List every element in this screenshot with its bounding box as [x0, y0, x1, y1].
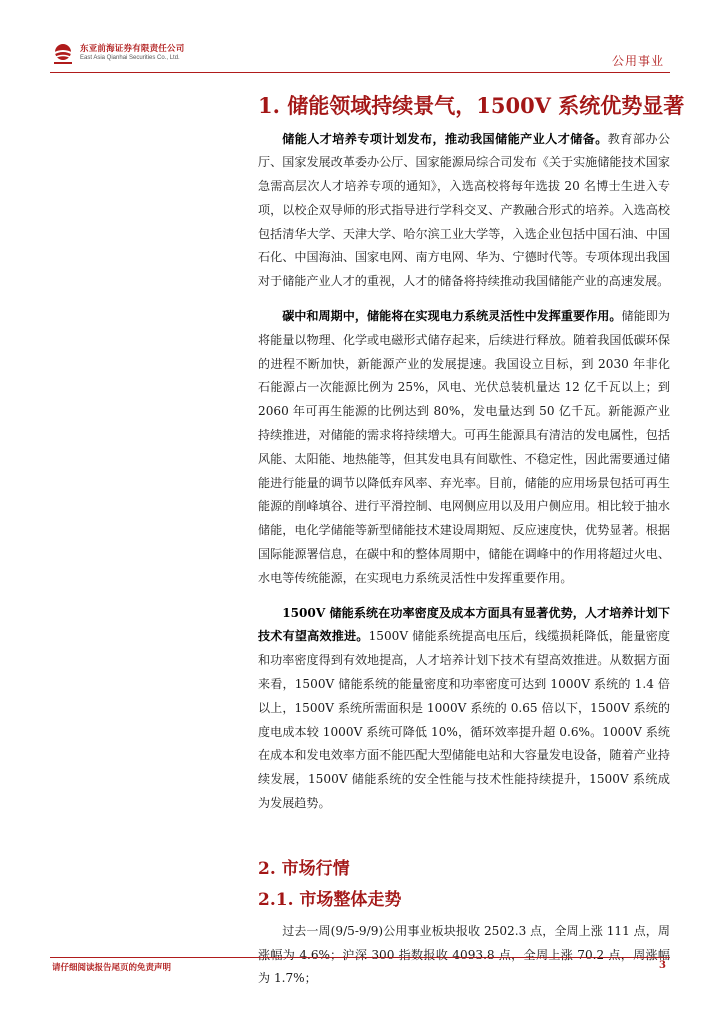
paragraph-1500v-system	[258, 602, 670, 816]
paragraph-text: 过去一周(9/5-9/9)公用事业板块报收 2502.3 点，全周上涨 111 点，周涨幅为 4.6%；沪深 300 指数报收 4093.8 点，全周上涨 70.2 点，周涨幅为 1.7%；	[258, 923, 670, 986]
footer-divider	[50, 957, 670, 958]
company-name-cn: 东亚前海证券有限责任公司	[80, 44, 185, 54]
company-name-block	[80, 45, 184, 62]
report-body	[258, 90, 685, 1002]
east-asia-qianhai-logo-icon	[50, 40, 76, 66]
page-number: 3	[659, 960, 666, 971]
company-name-en: East Asia Qianhai Securities Co., Ltd.	[80, 55, 180, 62]
report-section-label: 公用事业	[611, 54, 664, 68]
paragraph-lead: 储能人才培养专项计划发布，推动我国储能产业人才储备。	[282, 131, 608, 146]
paragraph-text: 教育部办公厅、国家发展改革委办公厅、国家能源局综合司发布《关于实施储能技术国家急需高层次人才培养专项的通知》，入选高校将每年选拔 20 名博士生进入专项，以校企双导师的形式指导进行学科交叉、产教融合形式的培养。入选高校包括清华大学、天津大学、哈尔滨工业大学等，入选企业包括中国石油、中国石化、中国海油、国家电网、南方电网、华为、宁德时代等。专项体现出我国对于储能产业人才的重视，人才的储备将持续推动我国储能产业的高速发展。	[258, 131, 670, 289]
section-spacer	[258, 827, 670, 853]
page-header	[50, 40, 670, 72]
paragraph-talent-program	[258, 128, 670, 295]
header-divider	[50, 72, 670, 73]
paragraph-lead: 碳中和周期中，储能将在实现电力系统灵活性中发挥重要作用。	[282, 309, 622, 324]
paragraph-carbon-neutral	[258, 305, 670, 591]
footer-disclaimer: 请仔细阅读报告尾页的免责声明	[52, 963, 172, 973]
section-1-heading: 1. 储能领域持续景气，1500V 系统优势显著	[258, 93, 685, 118]
paragraph-text: 1500V 储能系统提高电压后，线缆损耗降低，能量密度和功率密度得到有效地提高，人才培养计划下技术有望高效推进。从数据方面来看，1500V 储能系统的能量密度和功率密度可达到 1000V 系统的 1.4 倍以上，1500V 系统所需面积是 1000V 系统的 0.65 倍以下，1500V 系统的度电成本较 1000V 系统可降低 10%，循环效率提升超 0.6%。1000V 系统在成本和发电效率方面不能匹配大型储能电站和大容量发电设备，随着产业持续发展，1500V 储能系统的安全性能与技术性能持续提升，1500V 系统成为发展趋势。	[258, 629, 670, 811]
paragraph-text: 储能即为将能量以物理、化学或电磁形式储存起来，后续进行释放。随着我国低碳环保的进程不断加快，新能源产业的发展提速。我国设立目标，到 2030 年非化石能源占一次能源比例为 25%，风电、光伏总装机量达 12 亿千瓦以上；到 2060 年可再生能源的比例达到 80%，发电量达到 50 亿千瓦。新能源产业持续推进，对储能的需求将持续增大。可再生能源具有清洁的发电属性，包括风能、太阳能、地热能等，但其发电具有间歇性、不稳定性，因此需要通过储能进行能量的调节以降低弃风率、弃光率。目前，储能的应用场景包括可再生能源的削峰填谷、进行平滑控制、电网侧应用以及用户侧应用。相比较于抽水储能，电化学储能等新型储能技术建设周期短、反应速度快，优势显著。根据国际能源署信息，在碳中和的整体周期中，储能在调峰中的作用将超过火电、水电等传统能源，在实现电力系统灵活性中发挥重要作用。	[258, 309, 670, 585]
paragraph-lead: 1500V 储能系统在功率密度及成本方面具有显著优势，人才培养计划下技术有望高效推进。	[258, 605, 670, 644]
section-2-heading: 2. 市场行情	[258, 858, 350, 879]
paragraph-market-trend	[258, 920, 670, 991]
section-2-1-heading: 2.1. 市场整体走势	[258, 890, 402, 911]
